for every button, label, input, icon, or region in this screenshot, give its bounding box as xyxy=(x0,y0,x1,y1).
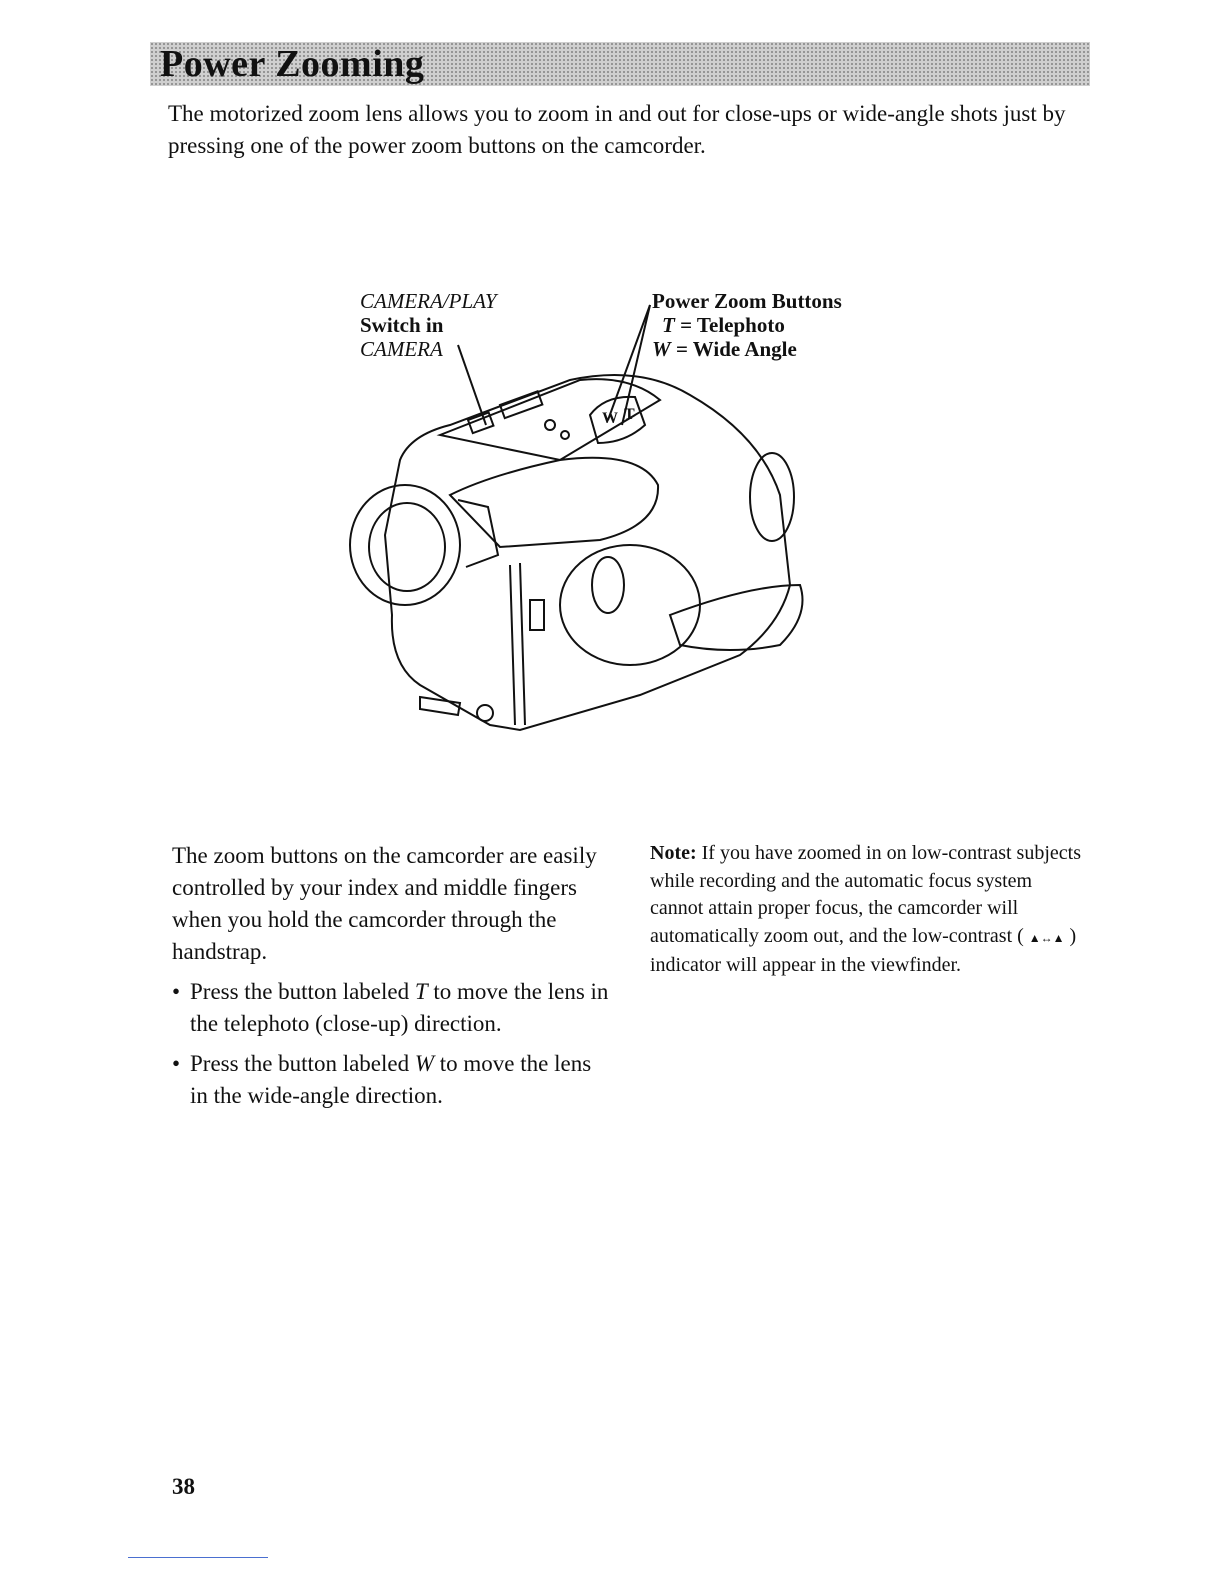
note-label: Note: xyxy=(650,842,697,864)
hand-strap xyxy=(670,585,803,650)
control-dial-small xyxy=(561,431,569,439)
side-panel-line-2 xyxy=(520,563,525,725)
telephoto-key: T xyxy=(662,313,675,337)
wide-key: W xyxy=(652,337,671,361)
bullet-wide xyxy=(172,1048,612,1112)
telephoto-text: = Telephoto xyxy=(674,313,785,337)
body-paragraph: The zoom buttons on the camcorder are easily controlled by your index and middle fingers when you hold the camcorder through the handstrap. xyxy=(172,843,597,964)
bottom-knob xyxy=(477,705,493,721)
page-number: 38 xyxy=(172,1474,195,1499)
bottom-rule xyxy=(128,1557,268,1558)
note-paragraph xyxy=(650,840,1090,980)
bullet-telephoto-key: T xyxy=(414,979,428,1004)
camcorder-illustration xyxy=(340,285,900,745)
bullet-telephoto xyxy=(172,976,612,1040)
control-dial xyxy=(545,420,555,430)
body-column xyxy=(172,840,612,1112)
camcorder-body xyxy=(385,375,790,730)
bullet-wide-after: to move the lens in the wide-angle direction. xyxy=(190,1051,592,1108)
side-panel-line xyxy=(510,565,515,725)
lens-ring xyxy=(750,453,794,541)
note-column xyxy=(650,840,1090,980)
camcorder-drawing xyxy=(340,285,900,745)
cassette-door xyxy=(560,545,700,665)
eyepiece-inner xyxy=(369,503,445,591)
switch-callout-line3: CAMERA xyxy=(360,337,443,361)
bullet-telephoto-after: to move the lens in the telephoto (close-up) direction. xyxy=(190,979,609,1036)
bullet-wide-before: Press the button labeled xyxy=(190,1051,415,1076)
bullet-wide-key: W xyxy=(414,1051,435,1076)
wide-text: = Wide Angle xyxy=(670,337,797,361)
title-bar xyxy=(150,42,1090,86)
page-title: Power Zooming xyxy=(160,43,425,85)
side-jack xyxy=(530,600,544,630)
switch-callout-line2: Switch in xyxy=(360,313,444,337)
battery-tab xyxy=(420,697,460,715)
zoom-callout-title: Power Zoom Buttons xyxy=(652,289,842,313)
zoom-button-t-label: T xyxy=(624,406,635,423)
note-text-before: If you have zoomed in on low-contrast subjects while recording and the automatic focus system cannot attain proper focus, the camcorder will automatically zoom out, and the low-contrast ( xyxy=(650,842,1081,947)
switch-callout-line1: CAMERA/PLAY xyxy=(360,289,497,313)
note-text-after: ) indicator will appear in the viewfinder. xyxy=(650,924,1077,976)
low-contrast-icon: ▲↔▲ xyxy=(1028,930,1065,945)
intro-paragraph: The motorized zoom lens allows you to zoom in and out for close-ups or wide-angle shots just by pressing one of the power zoom buttons on the camcorder. xyxy=(168,101,1066,158)
viewfinder-tube xyxy=(450,458,658,547)
bullet-telephoto-before: Press the button labeled xyxy=(190,979,415,1004)
zoom-leader-line-t xyxy=(608,305,650,420)
release-button xyxy=(592,557,624,613)
zoom-button-w-label: W xyxy=(602,410,618,427)
